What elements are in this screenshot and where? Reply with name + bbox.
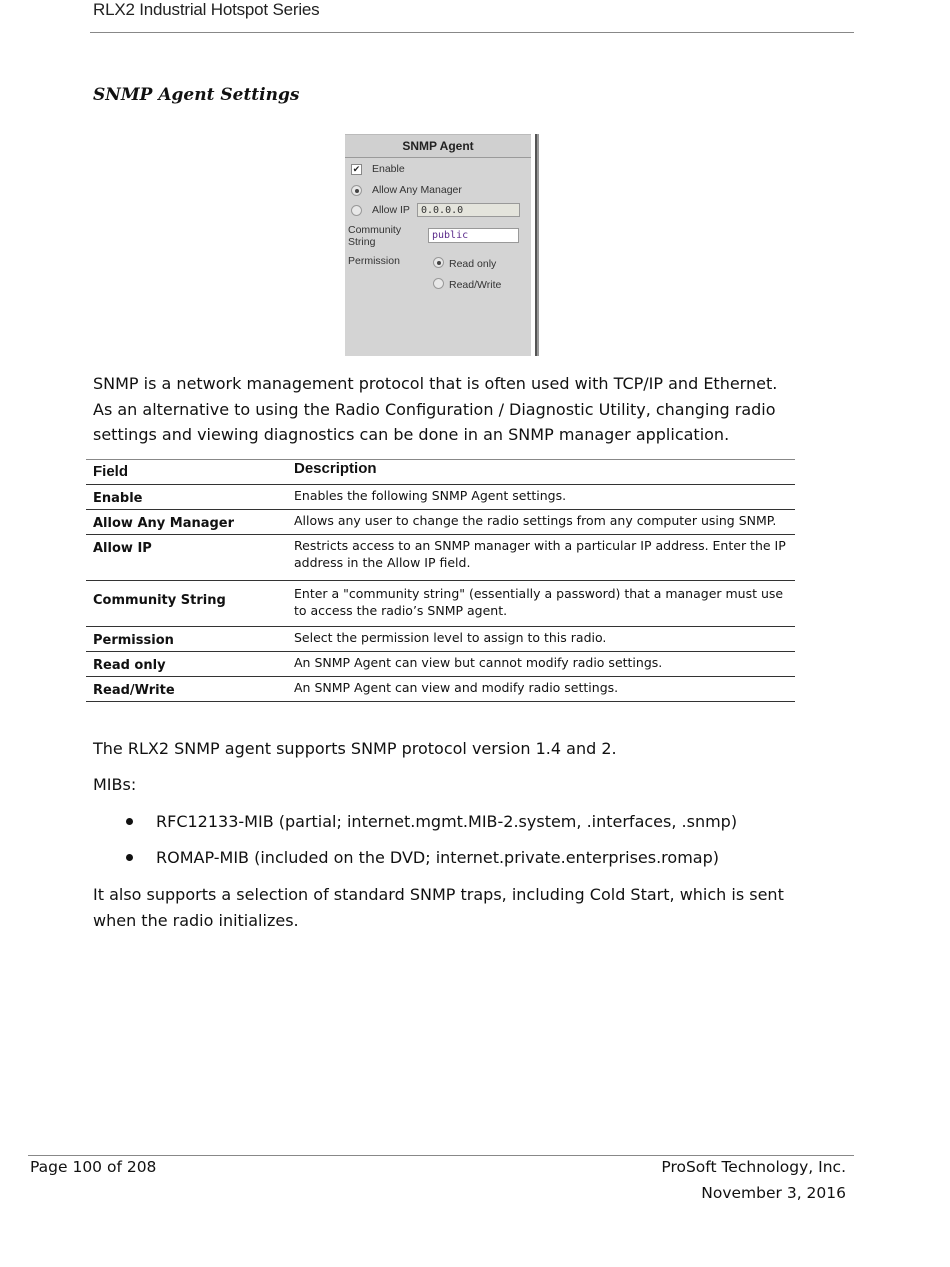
description-column-header: Description [287,460,795,485]
traps-line: when the radio initializes. [93,910,299,930]
field-cell: Allow IP [86,535,287,581]
page-number: Page 100 of 208 [30,1158,157,1176]
allow-any-manager-label: Allow Any Manager [372,184,462,196]
community-string-label [348,224,401,248]
settings-table [86,459,795,702]
mib-list-item: ROMAP-MIB (included on the DVD; internet.private.enterprises.romap) [156,848,719,867]
mib-list-item: RFC12133-MIB (partial; internet.mgmt.MIB-2.system, .interfaces, .snmp) [156,812,738,831]
community-label-line-1: Community [348,224,402,236]
intro-line: SNMP is a network management protocol that is often used with TCP/IP and Ethernet. [93,374,778,393]
intro-paragraph [93,371,777,448]
community-label-line-2: String [348,236,376,248]
bullet-icon [126,854,133,861]
header-divider [90,32,854,33]
table-row [86,627,795,652]
footer-date: November 3, 2016 [701,1184,846,1202]
description-cell: Enter a "community string" (essentially a password) that a manager must use to access the radio’s SNMP agent. [287,581,795,627]
footer-divider [28,1155,854,1156]
footer-company: ProSoft Technology, Inc. [661,1158,846,1176]
table-row [86,510,795,535]
intro-line: settings and viewing diagnostics can be done in an SNMP manager application. [93,425,730,444]
read-only-label: Read only [449,258,497,270]
field-column-header: Field [86,460,287,485]
traps-line: It also supports a selection of standard SNMP traps, including Cold Start, which is sent [93,885,784,904]
allow-ip-field[interactable]: 0.0.0.0 [417,203,520,217]
field-cell: Read/Write [86,677,287,702]
enable-checkbox[interactable]: ✔ [352,164,361,174]
allow-any-manager-radio[interactable] [351,185,362,196]
running-header: RLX2 Industrial Hotspot Series [93,0,320,19]
intro-line: As an alternative to using the Radio Configuration / Diagnostic Utility, changing radio [93,399,776,419]
table-row [86,652,795,677]
allow-ip-label: Allow IP [372,204,410,216]
field-cell: Enable [86,485,287,510]
allow-ip-radio[interactable] [351,205,362,216]
mibs-label: MIBs: [93,775,137,794]
description-cell: Restricts access to an SNMP manager with a particular IP address. Enter the IP address in the Allow IP field. [287,535,795,581]
snmp-agent-screenshot [345,134,535,356]
table-header-row [86,460,795,485]
table-row [86,485,795,510]
description-cell: Select the permission level to assign to this radio. [287,627,795,652]
bullet-icon [126,818,133,825]
enable-label: Enable [372,163,405,175]
table-row [86,535,795,581]
description-cell: Allows any user to change the radio settings from any computer using SNMP. [287,510,795,535]
field-cell: Read only [86,652,287,677]
panel-heading: SNMP Agent [345,134,531,158]
table-row [86,677,795,702]
description-cell: An SNMP Agent can view but cannot modify radio settings. [287,652,795,677]
description-cell: An SNMP Agent can view and modify radio settings. [287,677,795,702]
traps-paragraph [93,882,784,933]
community-string-field[interactable]: public [428,228,519,243]
read-write-label: Read/Write [449,279,502,291]
read-write-radio[interactable] [433,278,444,289]
permission-label: Permission [348,255,400,267]
read-only-radio[interactable] [433,257,444,268]
field-cell: Permission [86,627,287,652]
description-cell: Enables the following SNMP Agent settings. [287,485,795,510]
support-paragraph: The RLX2 SNMP agent supports SNMP protocol version 1.4 and 2. [93,739,617,758]
field-cell: Community String [86,581,287,627]
section-title: SNMP Agent Settings [93,85,300,105]
table-row [86,581,795,627]
field-cell: Allow Any Manager [86,510,287,535]
